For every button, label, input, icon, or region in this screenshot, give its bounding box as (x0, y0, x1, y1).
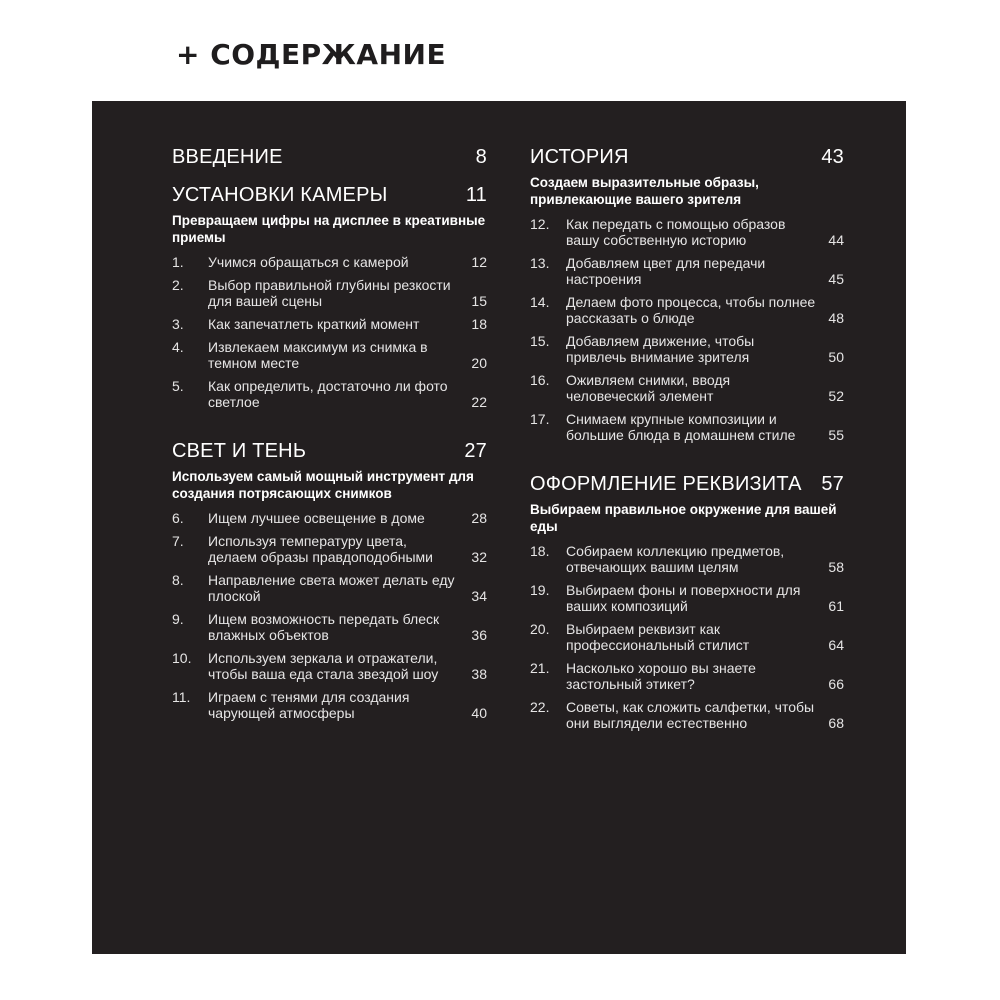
toc-entry[interactable] (530, 660, 844, 692)
toc-entry[interactable] (172, 378, 487, 410)
entry-title: Выбираем реквизит как профессиональный стилист (566, 621, 750, 653)
entry-number: 22. (530, 699, 550, 715)
toc-column-left (172, 145, 487, 728)
toc-entry[interactable] (172, 510, 487, 526)
section-heading: ОФОРМЛЕНИЕ РЕКВИЗИТА (530, 473, 802, 495)
section-heading: СВЕТ И ТЕНЬ (172, 440, 307, 462)
section-page: 8 (475, 146, 487, 168)
entry-title: Снимаем крупные композиции и большие блюда в домашнем стиле (566, 411, 796, 443)
entry-number: 1. (172, 254, 184, 270)
section-subtitle: Превращаем цифры на дисплее в креативные приемы (172, 213, 486, 245)
entry-number: 12. (530, 216, 550, 232)
toc-entry[interactable] (172, 316, 487, 332)
toc-entry[interactable] (530, 294, 844, 326)
entry-title: Играем с тенями для создания чарующей атмосферы (208, 689, 410, 721)
entry-title: Собираем коллекцию предметов, отвечающих вашим целям (566, 543, 785, 575)
toc-entry[interactable] (530, 621, 844, 653)
entry-number: 19. (530, 582, 550, 598)
entry-page: 45 (828, 271, 844, 287)
section-page: 57 (821, 473, 844, 495)
entry-page: 48 (828, 310, 844, 326)
entry-title: Извлекаем максимум из снимка в темном месте (208, 339, 428, 371)
entry-title: Ищем лучшее освещение в доме (208, 510, 425, 526)
entry-title: Используя температуру цвета, делаем образы правдоподобными (208, 533, 433, 565)
entry-page: 28 (471, 510, 487, 526)
entry-title: Оживляем снимки, вводя человеческий элемент (566, 372, 731, 404)
entry-page: 38 (471, 666, 487, 682)
entry-page: 68 (828, 715, 844, 731)
toc-entry[interactable] (172, 650, 487, 682)
section-heading: ИСТОРИЯ (530, 146, 629, 168)
entry-page: 66 (828, 676, 844, 692)
entry-title: Направление света может делать еду плоской (208, 572, 455, 604)
toc-entry[interactable] (530, 543, 844, 575)
toc-entry[interactable] (530, 333, 844, 365)
entry-title: Выбор правильной глубины резкости для вашей сцены (208, 277, 451, 309)
toc-section[interactable] (172, 145, 487, 169)
entry-page: 50 (828, 349, 844, 365)
entry-title: Как передать с помощью образов вашу собственную историю (566, 216, 786, 248)
entry-title: Добавляем движение, чтобы привлечь внимание зрителя (566, 333, 755, 365)
section-page: 43 (821, 146, 844, 168)
toc-entry[interactable] (530, 582, 844, 614)
toc-entry[interactable] (172, 254, 487, 270)
entry-title: Ищем возможность передать блеск влажных объектов (208, 611, 440, 643)
entry-page: 12 (471, 254, 487, 270)
entry-number: 9. (172, 611, 184, 627)
toc-entry[interactable] (172, 277, 487, 309)
toc-entry[interactable] (530, 216, 844, 248)
entry-page: 64 (828, 637, 844, 653)
entry-page: 15 (471, 293, 487, 309)
entry-number: 16. (530, 372, 550, 388)
section-heading: УСТАНОВКИ КАМЕРЫ (172, 184, 388, 206)
entry-title: Используем зеркала и отражатели, чтобы ваша еда стала звездой шоу (208, 650, 439, 682)
entry-title: Как запечатлеть краткий момент (208, 316, 420, 332)
entry-page: 18 (471, 316, 487, 332)
toc-entry[interactable] (530, 411, 844, 443)
entry-number: 15. (530, 333, 550, 349)
entry-number: 3. (172, 316, 184, 332)
entry-page: 44 (828, 232, 844, 248)
entry-number: 18. (530, 543, 550, 559)
entry-number: 4. (172, 339, 184, 355)
entry-page: 61 (828, 598, 844, 614)
entry-number: 6. (172, 510, 184, 526)
entry-page: 52 (828, 388, 844, 404)
entry-title: Учимся обращаться с камерой (208, 254, 409, 270)
section-heading: ВВЕДЕНИЕ (172, 146, 283, 168)
toc-section[interactable] (172, 183, 487, 410)
entry-page: 22 (471, 394, 487, 410)
toc-entry[interactable] (530, 372, 844, 404)
toc-entry[interactable] (172, 611, 487, 643)
entry-page: 32 (471, 549, 487, 565)
toc-section[interactable] (530, 472, 844, 731)
entry-number: 5. (172, 378, 184, 394)
section-page: 11 (465, 184, 487, 206)
entry-number: 14. (530, 294, 550, 310)
section-page: 27 (464, 440, 487, 462)
entry-title: Советы, как сложить салфетки, чтобы они выглядели естественно (566, 699, 815, 731)
entry-page: 58 (828, 559, 844, 575)
section-subtitle: Используем самый мощный инструмент для создания потрясающих снимков (172, 469, 474, 501)
page-title: + СОДЕРЖАНИЕ (176, 38, 447, 71)
entry-number: 11. (172, 689, 191, 705)
toc-entry[interactable] (172, 533, 487, 565)
entry-title: Делаем фото процесса, чтобы полнее рассказать о блюде (566, 294, 816, 326)
entry-number: 17. (530, 411, 550, 427)
toc-entry[interactable] (530, 255, 844, 287)
entry-number: 20. (530, 621, 550, 637)
entry-page: 55 (828, 427, 844, 443)
section-subtitle: Создаем выразительные образы, привлекающие вашего зрителя (530, 175, 759, 207)
entry-number: 2. (172, 277, 184, 293)
entry-title: Насколько хорошо вы знаете застольный этикет? (566, 660, 756, 692)
entry-page: 36 (471, 627, 487, 643)
entry-page: 20 (471, 355, 487, 371)
entry-page: 40 (471, 705, 487, 721)
toc-panel (92, 101, 906, 954)
entry-number: 8. (172, 572, 184, 588)
toc-entry[interactable] (172, 339, 487, 371)
toc-entry[interactable] (172, 572, 487, 604)
entry-number: 21. (530, 660, 550, 676)
entry-title: Как определить, достаточно ли фото светлое (208, 378, 448, 410)
toc-section[interactable] (530, 145, 844, 443)
entry-number: 10. (172, 650, 192, 666)
entry-page: 34 (471, 588, 487, 604)
entry-title: Добавляем цвет для передачи настроения (566, 255, 766, 287)
entry-title: Выбираем фоны и поверхности для ваших композиций (566, 582, 801, 614)
toc-column-right (530, 145, 844, 738)
toc-section[interactable] (172, 439, 487, 721)
toc-entry[interactable] (530, 699, 844, 731)
entry-number: 13. (530, 255, 550, 271)
section-subtitle: Выбираем правильное окружение для вашей еды (530, 502, 837, 534)
entry-number: 7. (172, 533, 184, 549)
toc-entry[interactable] (172, 689, 487, 721)
